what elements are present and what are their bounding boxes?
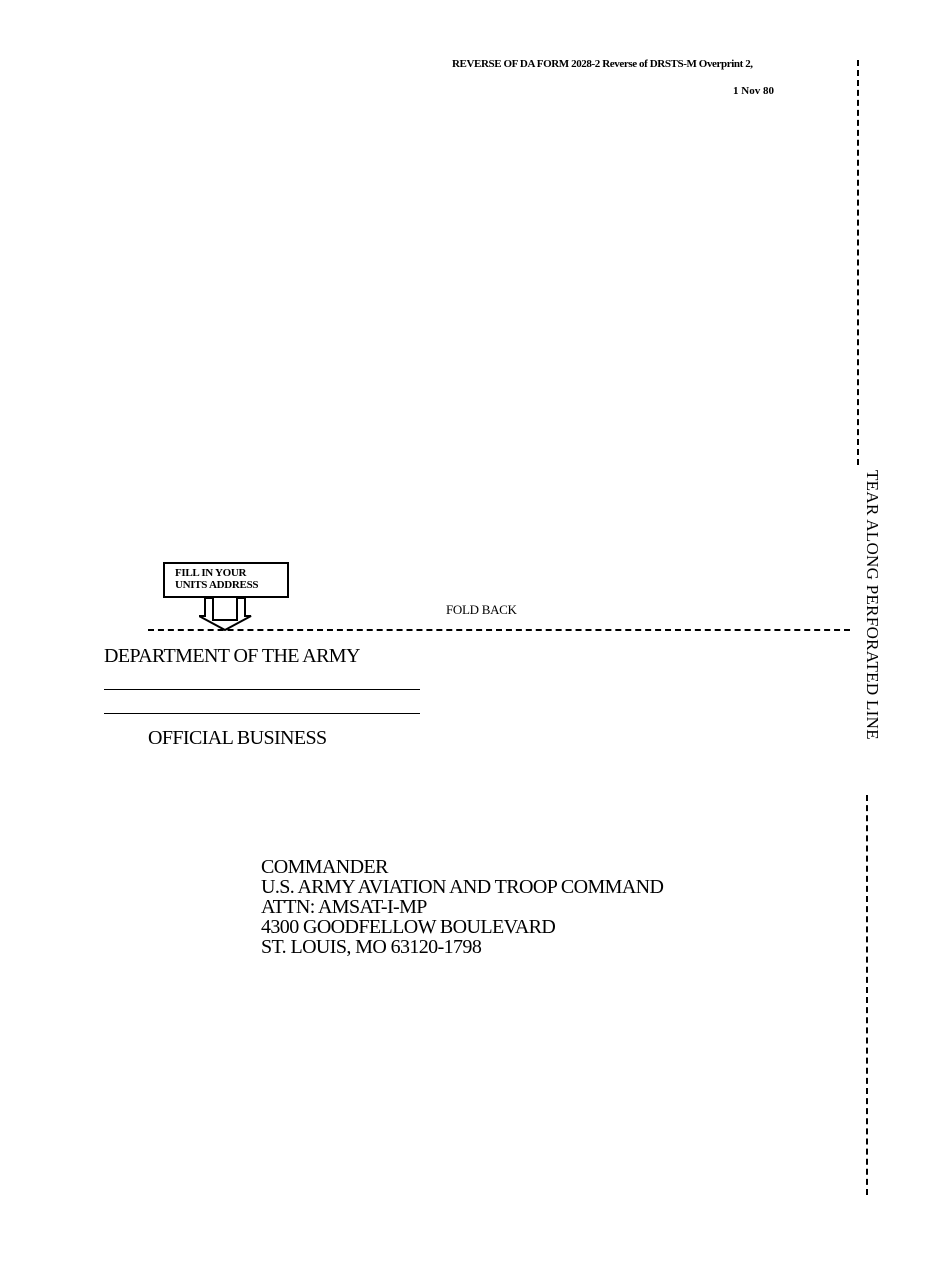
recipient-line-1: COMMANDER <box>261 856 388 878</box>
official-business-label: OFFICIAL BUSINESS <box>148 727 327 749</box>
recipient-line-3: ATTN: AMSAT-I-MP <box>261 896 427 918</box>
form-date: 1 Nov 80 <box>733 85 774 97</box>
fold-back-label: FOLD BACK <box>446 602 517 617</box>
recipient-line-4: 4300 GOODFELLOW BOULEVARD <box>261 916 556 938</box>
fold-line <box>148 629 850 631</box>
recipient-address <box>261 857 663 957</box>
down-arrow-icon <box>199 598 255 632</box>
fill-address-callout <box>163 562 289 598</box>
tear-instruction: TEAR ALONG PERFORATED LINE <box>863 470 882 740</box>
address-blank-line-2 <box>104 713 420 714</box>
recipient-line-5: ST. LOUIS, MO 63120-1798 <box>261 936 482 958</box>
callout-line-1: FILL IN YOUR <box>175 567 247 579</box>
sender-department: DEPARTMENT OF THE ARMY <box>104 645 360 667</box>
perforated-line-upper <box>857 60 859 465</box>
perforated-line-lower <box>866 795 868 1195</box>
address-blank-line-1 <box>104 689 420 690</box>
recipient-line-2: U.S. ARMY AVIATION AND TROOP COMMAND <box>261 876 664 898</box>
form-reference: REVERSE OF DA FORM 2028-2 Reverse of DRSTS-M Overprint 2, <box>452 58 753 70</box>
callout-line-2: UNITS ADDRESS <box>175 579 259 591</box>
